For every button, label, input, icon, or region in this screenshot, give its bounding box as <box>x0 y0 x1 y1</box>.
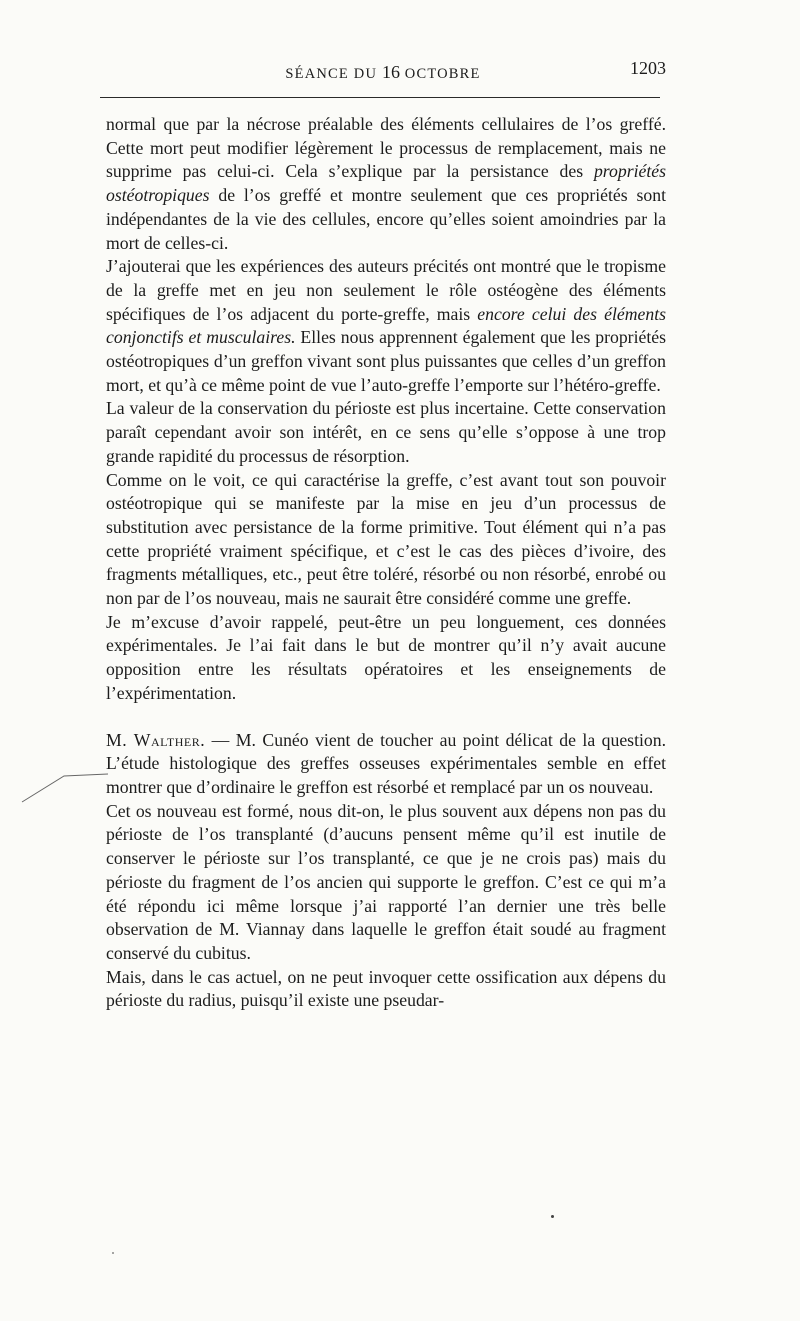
text-run: normal que par la nécrose préalable des éléments cellulaires de l’os greffé. Cette mort peut modifier légèrement le processus de remplacement, mais ne supprime pas celui-ci. Cela s’explique par la persistance des <box>106 114 666 182</box>
running-title-day: 16 <box>381 62 400 82</box>
text-run: Cet os nouveau est formé, nous dit-on, le plus souvent aux dépens non pas du périoste de l’os transplanté (d’aucuns pensent même qu’il est inutile de conserver le périoste sur l’os transplanté, ce que je ne crois pas) mais du périoste du fragment de l’os ancien qui supporte le greffon. C’est ce qui m’a été répondu ici même lorsque j’ai rapporté l’an dernier une très belle observation de M. Viannay dans laquelle le greffon était soudé au fragment conservé du cubitus. <box>106 800 666 963</box>
italic-text: encore celui des éléments conjonctifs et musculaires. <box>106 303 666 348</box>
paragraph <box>106 611 666 706</box>
running-title <box>100 62 666 83</box>
ink-speck <box>112 1252 114 1254</box>
text-run: J’ajouterai que les expériences des auteurs précités ont montré que le tropisme de la greffe met en jeu non seulement le rôle ostéogène des éléments spécifiques de l’os adjacent du porte-greffe, mais <box>106 256 666 324</box>
text-run: — M. Cunéo vient de toucher au point délicat de la question. L’étude histologique des greffes osseuses expérimentales semble en effet montrer que d’ordinaire le greffon est résorbé et remplacé par un os nouveau. <box>106 729 667 797</box>
margin-pencil-mark <box>20 768 110 808</box>
speaker-name: M. Walther. <box>106 729 206 750</box>
text-run: Elles nous apprennent également que les propriétés ostéotropiques d’un greffon vivant sont plus puissantes que celles d’un greffon mort, et qu’à ce même point de vue l’auto-greffe l’emporte sur l’hétéro-greffe. <box>106 327 666 395</box>
page-number: 1203 <box>630 58 666 78</box>
running-head <box>100 58 666 88</box>
text-run: La valeur de la conservation du périoste est plus incertaine. Cette conservation paraît cependant avoir son intérêt, en ce sens qu’elle s’oppose à une trop grande rapidité du processus de résorption. <box>106 398 666 466</box>
paragraph <box>106 966 666 1013</box>
section-gap <box>106 706 666 729</box>
body-text <box>106 113 666 1013</box>
paragraph <box>106 469 666 611</box>
paragraph <box>106 113 666 255</box>
running-title-month: OCTOBRE <box>404 66 481 82</box>
text-run: de l’os greffé et montre seulement que ces propriétés sont indépendantes de la vie des cellules, encore qu’elles soient amoindries par la mort de celles-ci. <box>106 185 666 253</box>
ink-speck <box>551 1215 554 1218</box>
paragraph <box>106 800 666 966</box>
paragraph <box>106 397 666 468</box>
header-rule <box>100 97 660 98</box>
text-run: Je m’excuse d’avoir rappelé, peut-être un peu longuement, ces données expérimentales. Je l’ai fait dans le but de montrer qu’il n’y avait aucune opposition entre les résultats opératoires et les enseignements de l’expérimentation. <box>106 611 666 703</box>
text-run: Comme on le voit, ce qui caractérise la greffe, c’est avant tout son pouvoir ostéotropique qui se manifeste par la mise en jeu d’un processus de substitution avec persistance de la forme primitive. Tout élément qui n’a pas cette propriété vraiment spécifique, et c’est le cas des pièces d’ivoire, des fragments métalliques, etc., peut être toléré, résorbé ou non résorbé, enrobé ou non par de l’os nouveau, mais ne saurait être considéré comme une greffe. <box>106 469 666 609</box>
paragraph <box>106 729 666 800</box>
italic-text: propriétés ostéotropiques <box>106 161 666 206</box>
text-run: Mais, dans le cas actuel, on ne peut invoquer cette ossification aux dépens du périoste du radius, puisqu’il existe une pseudar- <box>106 966 666 1011</box>
running-title-prefix: SÉANCE DU <box>285 66 378 82</box>
paragraph <box>106 255 666 397</box>
